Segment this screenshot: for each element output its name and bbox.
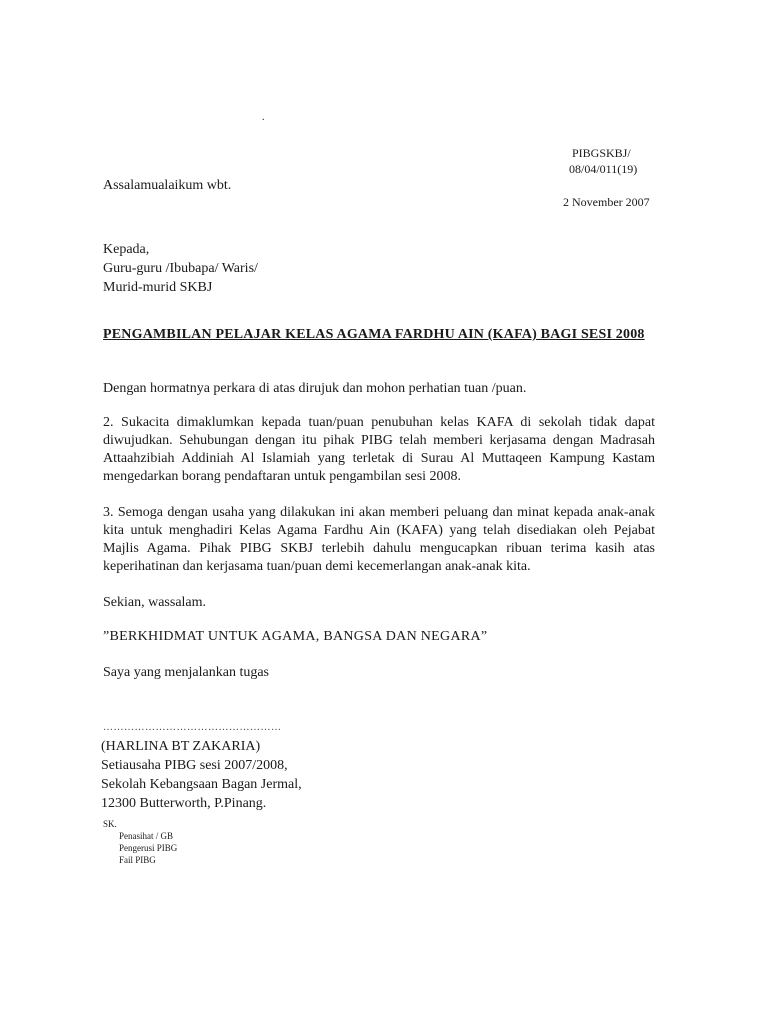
recipient-line: Murid-murid SKBJ (103, 280, 213, 295)
letter-date: 2 November 2007 (563, 195, 650, 209)
signer-title: Setiausaha PIBG sesi 2007/2008, (101, 758, 288, 773)
signer-name: (HARLINA BT ZAKARIA) (101, 739, 261, 754)
cc-block (103, 818, 177, 866)
paragraph-2: 2. Sukacita dimaklumkan kepada tuan/puan penubuhan kelas KAFA di sekolah tidak dapat diwujudkan. Sehubungan dengan itu pihak PIBG telah memberi kerjasama dengan Madrasah Attaahzibiah Addiniah Al Islamiah yang terletak di Surau Al Muttaqeen Kampung Kastam mengedarkan borang pendaftaran untuk pengambilan sesi 2008. (103, 415, 655, 484)
letter-subject: PENGAMBILAN PELAJAR KELAS AGAMA FARDHU AIN (KAFA) BAGI SESI 2008 (103, 327, 645, 342)
motto: ”BERKHIDMAT UNTUK AGAMA, BANGSA DAN NEGARA” (103, 629, 488, 644)
cc-item: Fail PIBG (119, 855, 156, 865)
recipient-line: Guru-guru /Ibubapa/ Waris/ (103, 261, 258, 276)
cc-label: SK. (103, 819, 117, 829)
cc-item: Pengerusi PIBG (119, 843, 178, 853)
reference-number-line1: PIBGSKBJ/ (572, 146, 631, 160)
recipient-block (103, 240, 258, 297)
paragraph-1: Dengan hormatnya perkara di atas dirujuk dan mohon perhatian tuan /puan. (103, 381, 527, 396)
signature-line: …………………………………………… (103, 722, 282, 733)
reference-number-line2: 08/04/011(19) (569, 162, 638, 176)
signer-school: Sekolah Kebangsaan Bagan Jermal, (101, 777, 302, 792)
signer-block (101, 737, 302, 813)
closing-line: Sekian, wassalam. (103, 595, 207, 610)
recipient-line: Kepada, (103, 242, 150, 257)
paragraph-3: 3. Semoga dengan usaha yang dilakukan ini akan memberi peluang dan minat kepada anak-anak kita untuk menghadiri Kelas Agama Fardhu Ain (KAFA) yang telah disediakan oleh Pejabat Majlis Agama. Pihak PIBG SKBJ terlebih dahulu mengucapkan ribuan terima kasih atas keperihatinan dan kerjasama tuan/puan demi kecemerlangan anak-anak kita. (103, 505, 655, 574)
cc-item: Penasihat / GB (119, 831, 173, 841)
duty-line: Saya yang menjalankan tugas (103, 665, 270, 680)
signer-address: 12300 Butterworth, P.Pinang. (101, 796, 267, 811)
stray-mark: . (262, 112, 265, 123)
greeting: Assalamualaikum wbt. (103, 178, 232, 193)
